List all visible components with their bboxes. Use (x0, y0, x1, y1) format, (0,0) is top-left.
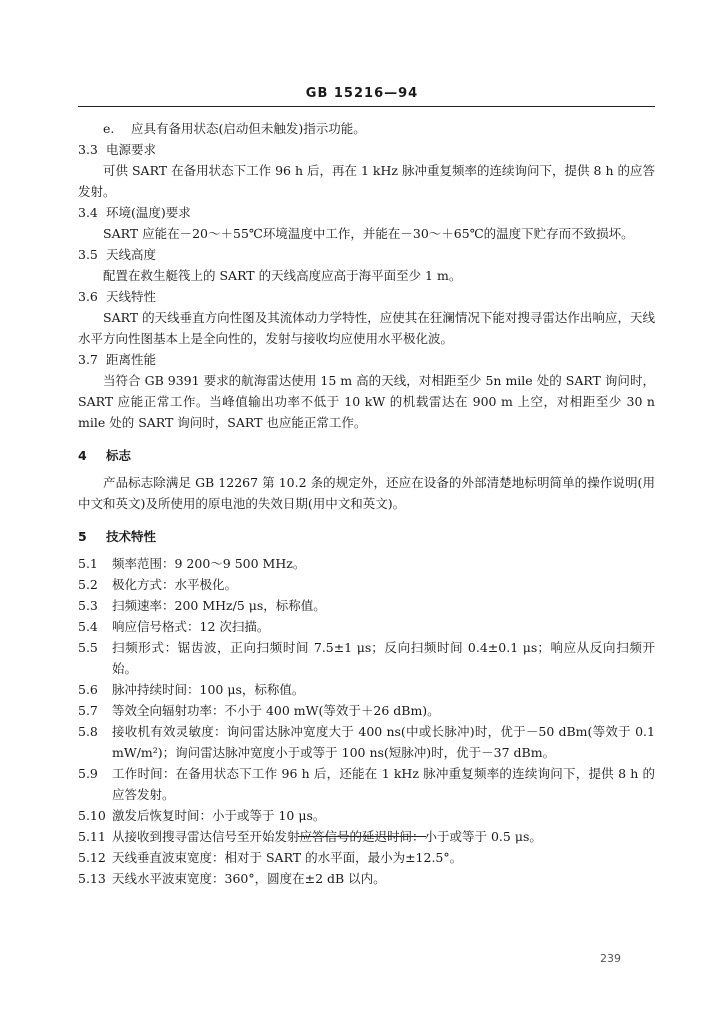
section-title: 天线特性 (106, 289, 157, 304)
spec-number: 5.4 (78, 619, 98, 634)
spec-number: 5.12 (78, 850, 106, 865)
section-title: 电源要求 (106, 142, 157, 157)
header-divider (78, 106, 655, 107)
section-number: 3.5 (78, 247, 98, 262)
section-4-heading (78, 445, 655, 466)
spec-item (78, 805, 655, 826)
section-number: 3.4 (78, 205, 98, 220)
spec-item (78, 553, 655, 574)
spec-text: 扫频形式：锯齿波，正向扫频时间 7.5±1 μs；反向扫频时间 0.4±0.1 μs；响应从反向扫频开始。 (112, 640, 655, 676)
spec-item (78, 721, 655, 763)
section-3-5-heading (78, 244, 655, 265)
section-number: 3.7 (78, 352, 98, 367)
spec-text: 天线水平波束宽度：360°，圆度在±2 dB 以内。 (112, 871, 386, 886)
section-3-3-heading (78, 139, 655, 160)
spec-number: 5.11 (78, 829, 106, 844)
section-3-4-heading (78, 202, 655, 223)
spec-list (78, 553, 655, 889)
section-4-text: 产品标志除满足 GB 12267 第 10.2 条的规定外，还应在设备的外部清楚地标明简单的操作说明(用中文和英文)及所使用的原电池的失效日期(用中文和英文)。 (78, 475, 655, 511)
spec-number: 5.7 (78, 703, 98, 718)
spec-item (78, 574, 655, 595)
spec-number: 5.10 (78, 808, 106, 823)
spec-text: 天线垂直波束宽度：相对于 SART 的水平面，最小为±12.5°。 (112, 850, 463, 865)
item-label: e. (103, 121, 115, 136)
section-title: 距离性能 (106, 352, 157, 367)
section-3-3-text: 可供 SART 在备用状态下工作 96 h 后，再在 1 kHz 脉冲重复频率的连续询问下，提供 8 h 的应答发射。 (78, 163, 655, 199)
document-body (78, 118, 655, 889)
section-number: 3.6 (78, 289, 98, 304)
page-header: GB 15216—94 (305, 86, 419, 101)
section-3-5-text: 配置在救生艇筏上的 SART 的天线高度应高于海平面至少 1 m。 (103, 268, 462, 283)
spec-text: 极化方式：水平极化。 (112, 577, 238, 592)
spec-item (78, 763, 655, 805)
spec-text: 扫频速率：200 MHz/5 μs，标称值。 (112, 598, 326, 613)
section-title: 技术特性 (106, 529, 157, 544)
spec-text: 等效全向辐射功率：不小于 400 mW(等效于＋26 dBm)。 (112, 703, 440, 718)
end-divider (298, 836, 426, 837)
spec-number: 5.6 (78, 682, 98, 697)
spec-item (78, 595, 655, 616)
section-3-6-text: SART 的天线垂直方向性图及其流体动力学特性，应使其在狂澜情况下能对搜寻雷达作出响应，天线水平方向性图基本上是全向性的，发射与接收均应使用水平极化波。 (78, 310, 655, 346)
spec-text: 激发后恢复时间：小于或等于 10 μs。 (112, 808, 326, 823)
spec-text: 接收机有效灵敏度：询问雷达脉冲宽度大于 400 ns(中或长脉冲)时，优于－50 dBm(等效于 0.1 mW/m²)；询问雷达脉冲宽度小于或等于 100 ns(短脉冲)时，优于－37 dBm。 (112, 724, 655, 760)
spec-number: 5.9 (78, 766, 98, 781)
item-text: 应具有备用状态(启动但未触发)指示功能。 (131, 121, 366, 136)
spec-number: 5.5 (78, 640, 98, 655)
spec-number: 5.13 (78, 871, 106, 886)
spec-item (78, 679, 655, 700)
page-number: 239 (600, 952, 621, 965)
section-3-7-heading (78, 349, 655, 370)
spec-item (78, 868, 655, 889)
spec-text: 从接收到搜寻雷达信号至开始发射应答信号的延迟时间：小于或等于 0.5 μs。 (112, 829, 542, 844)
list-item-e (78, 118, 655, 139)
spec-item (78, 847, 655, 868)
spec-number: 5.3 (78, 598, 98, 613)
spec-item (78, 616, 655, 637)
spec-text: 脉冲持续时间：100 μs，标称值。 (112, 682, 305, 697)
section-number: 4 (78, 448, 87, 463)
spec-item (78, 700, 655, 721)
section-3-6-heading (78, 286, 655, 307)
section-number: 5 (78, 529, 87, 544)
spec-text: 频率范围：9 200～9 500 MHz。 (112, 556, 306, 571)
spec-item (78, 637, 655, 679)
spec-text: 工作时间：在备用状态下工作 96 h 后，还能在 1 kHz 脉冲重复频率的连续询问下，提供 8 h 的应答发射。 (112, 766, 655, 802)
section-5-heading (78, 526, 655, 547)
spec-number: 5.8 (78, 724, 98, 739)
section-3-4-text: SART 应能在－20～＋55℃环境温度中工作，并能在－30～＋65℃的温度下贮存而不致损坏。 (103, 226, 634, 241)
spec-text: 响应信号格式：12 次扫描。 (112, 619, 270, 634)
section-number: 3.3 (78, 142, 98, 157)
spec-number: 5.1 (78, 556, 98, 571)
spec-number: 5.2 (78, 577, 98, 592)
section-title: 环境(温度)要求 (106, 205, 191, 220)
section-title: 天线高度 (106, 247, 157, 262)
section-title: 标志 (106, 448, 132, 463)
section-3-7-text: 当符合 GB 9391 要求的航海雷达使用 15 m 高的天线，对相距至少 5n mile 处的 SART 询问时，SART 应能正常工作。当峰值输出功率不低于 10 kW 的机载雷达在 900 m 上空，对相距至少 30 n mile 处的 SART 询问时，SART 也应能正常工作。 (78, 373, 655, 430)
